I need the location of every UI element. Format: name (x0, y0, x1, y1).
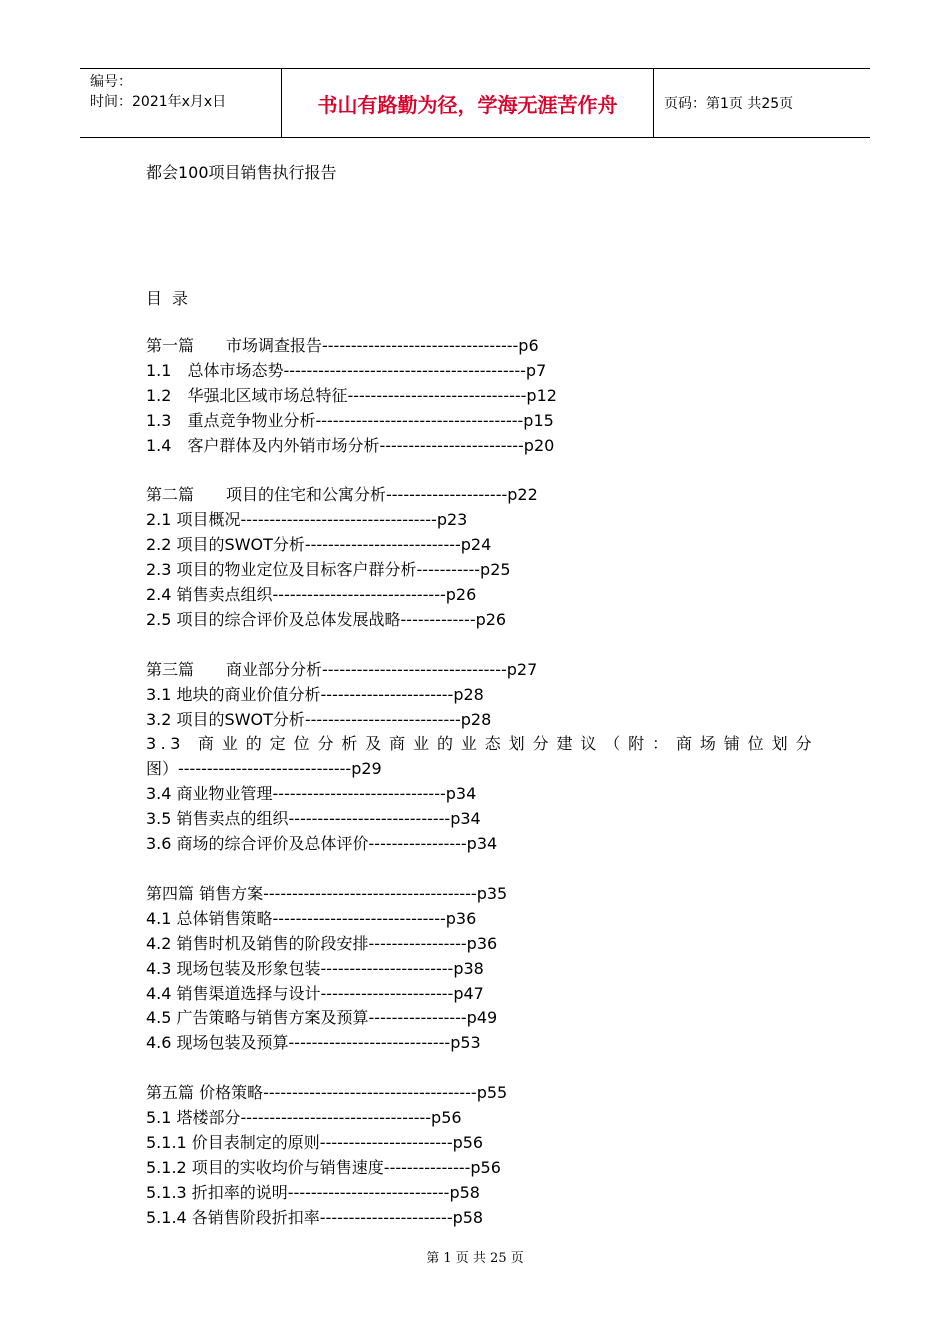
toc-entry: 2.5 项目的综合评价及总体发展战略-------------p26 (146, 609, 507, 629)
header-table (80, 68, 870, 138)
toc-entry: 4.3 现场包装及形象包装-----------------------p38 (146, 958, 484, 978)
document-date: 时间：2021年x月x日 (90, 94, 227, 110)
section-spacer (146, 1056, 816, 1081)
toc-entry: 5.1.2 项目的实收均价与销售速度---------------p56 (146, 1157, 501, 1177)
toc-entry: 5.1 塔楼部分---------------------------------p56 (146, 1108, 462, 1128)
toc-heading: 目录 (146, 289, 199, 308)
toc-entry: 4.6 现场包装及预算----------------------------p53 (146, 1033, 481, 1053)
toc-entry: 1.3 重点竞争物业分析------------------------------------p15 (146, 410, 554, 430)
toc-entry: 3.2 项目的SWOT分析---------------------------p28 (146, 709, 492, 729)
toc-chapter-entry: 第四篇 销售方案-------------------------------------p35 (146, 883, 508, 903)
toc-entry: 图）------------------------------p29 (146, 759, 382, 779)
motto-text: 书山有路勤为径，学海无涯苦作舟 (317, 92, 618, 117)
section-spacer (146, 857, 816, 882)
toc-entry: 4.2 销售时机及销售的阶段安排-----------------p36 (146, 933, 498, 953)
toc-entry: 3.3 商业的定位分析及商业的业态划分建议（附：商场铺位划分 (146, 734, 816, 754)
toc-chapter-entry: 第五篇 价格策略-------------------------------------p55 (146, 1083, 508, 1103)
toc-entry: 3.1 地块的商业价值分析-----------------------p28 (146, 684, 484, 704)
toc-entry: 3.6 商场的综合评价及总体评价-----------------p34 (146, 834, 498, 854)
toc-entry: 3.4 商业物业管理------------------------------p34 (146, 784, 477, 804)
toc-entry: 4.5 广告策略与销售方案及预算-----------------p49 (146, 1008, 498, 1028)
page-footer: 第 1 页 共 25 页 (426, 1251, 524, 1266)
header-page-info: 页码：第1页 共25页 (664, 96, 794, 112)
toc-entry: 3.5 销售卖点的组织----------------------------p34 (146, 809, 481, 829)
section-spacer (146, 459, 816, 484)
toc-entry: 1.2 华强北区域市场总特征-------------------------------p12 (146, 385, 557, 405)
toc-entry: 5.1.1 价目表制定的原则-----------------------p56 (146, 1132, 484, 1152)
toc-entry: 1.4 客户群体及内外销市场分析-------------------------p20 (146, 435, 555, 455)
toc-entry: 4.4 销售渠道选择与设计-----------------------p47 (146, 983, 484, 1003)
toc-entry: 2.1 项目概况----------------------------------p23 (146, 510, 468, 530)
toc-chapter-entry: 第一篇 市场调查报告----------------------------------p6 (146, 336, 539, 355)
toc-entry: 2.3 项目的物业定位及目标客户群分析-----------p25 (146, 560, 511, 580)
toc-entry: 5.1.4 各销售阶段折扣率-----------------------p58 (146, 1207, 484, 1227)
toc-chapter-entry: 第三篇 商业部分分析--------------------------------p27 (146, 659, 538, 679)
toc-chapter-entry: 第二篇 项目的住宅和公寓分析---------------------p22 (146, 485, 538, 505)
document-number-label: 编号： (90, 74, 132, 90)
toc-entry: 4.1 总体销售策略------------------------------p36 (146, 908, 477, 928)
table-of-contents (146, 334, 816, 1231)
document-title: 都会100项目销售执行报告 (146, 163, 337, 182)
toc-entry: 2.4 销售卖点组织------------------------------p26 (146, 585, 477, 605)
section-spacer (146, 633, 816, 658)
toc-entry: 5.1.3 折扣率的说明----------------------------p58 (146, 1182, 480, 1202)
toc-entry: 1.1 总体市场态势------------------------------------------p7 (146, 360, 547, 380)
header-meta-cell (80, 69, 282, 137)
header-page-cell (654, 69, 870, 137)
header-motto-cell (282, 69, 654, 137)
toc-entry: 2.2 项目的SWOT分析---------------------------p24 (146, 535, 492, 555)
